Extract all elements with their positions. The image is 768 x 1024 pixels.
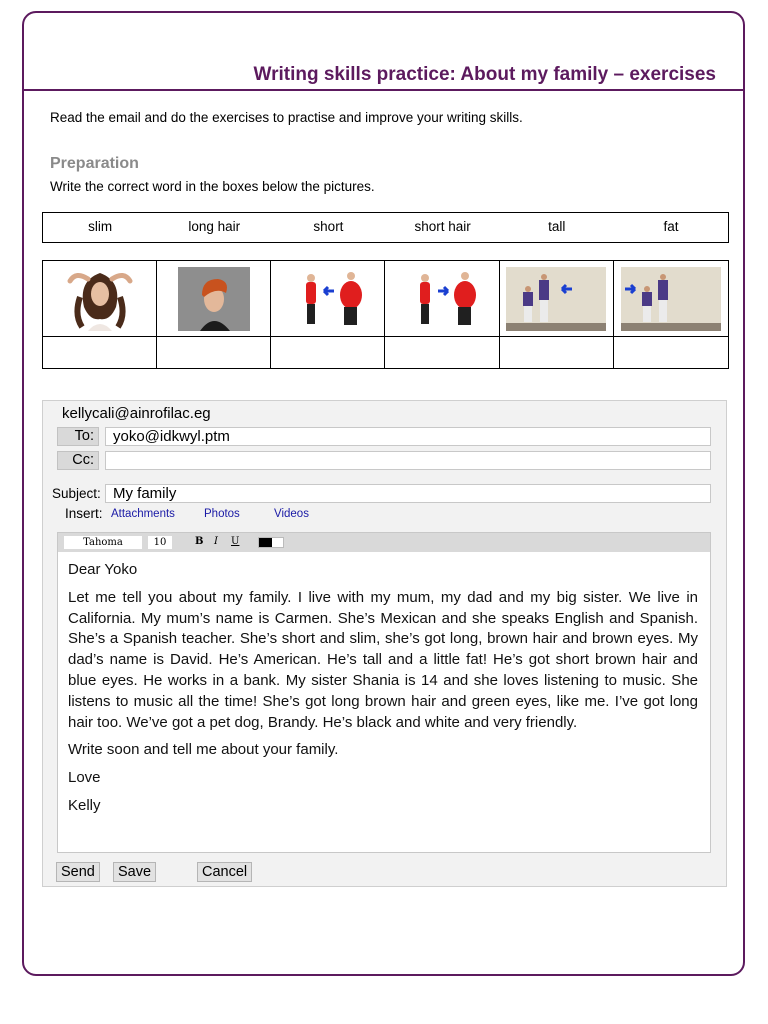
message-text [68, 560, 698, 824]
videos-link[interactable]: Videos [274, 508, 309, 520]
send-button[interactable]: Send [56, 862, 100, 882]
to-button[interactable]: To: [57, 427, 99, 446]
answer-box[interactable] [385, 337, 499, 368]
picture-cell [385, 261, 499, 337]
picture-cell [271, 261, 385, 337]
picture-matching-table [42, 260, 729, 369]
answer-box[interactable] [157, 337, 271, 368]
answer-box[interactable] [43, 337, 157, 368]
to-field[interactable]: yoko@idkwyl.ptm [105, 427, 711, 446]
email-composer [42, 400, 727, 887]
preparation-heading: Preparation [50, 155, 139, 172]
intro-text: Read the email and do the exercises to practise and improve your writing skills. [50, 110, 523, 125]
sender-address: kellycali@ainrofilac.eg [62, 405, 211, 422]
text-color-swatch [259, 538, 272, 547]
attachments-link[interactable]: Attachments [111, 508, 175, 520]
underline-button[interactable]: U [231, 536, 240, 547]
save-button[interactable]: Save [113, 862, 156, 882]
title-divider [22, 89, 745, 91]
cc-field[interactable] [105, 451, 711, 470]
bold-button[interactable]: B [195, 536, 204, 547]
font-size-select[interactable]: 10 [148, 536, 172, 549]
page-title: Writing skills practice: About my family – exercises [253, 64, 716, 85]
format-toolbar [58, 533, 710, 552]
subject-label: Subject: [52, 486, 101, 501]
answer-box[interactable] [271, 337, 385, 368]
italic-button[interactable]: I [214, 536, 218, 547]
message-closing: Write soon and tell me about your family. [68, 741, 339, 759]
word-bank-item: short hair [414, 219, 471, 234]
tall-man-picture [506, 267, 606, 331]
word-bank-item: slim [88, 219, 113, 234]
short-man-picture [278, 267, 378, 331]
preparation-instruction: Write the correct word in the boxes below the pictures. [50, 179, 375, 194]
picture-cell [157, 261, 271, 337]
message-sign-off: Love [68, 769, 101, 787]
text-color-picker[interactable] [258, 537, 284, 548]
answer-box[interactable] [500, 337, 614, 368]
message-signature: Kelly [68, 796, 101, 814]
tall-slim-man-picture [621, 267, 721, 331]
word-bank-item: short [313, 219, 344, 234]
subject-field[interactable]: My family [105, 484, 711, 503]
word-bank-item: long hair [188, 219, 241, 234]
answer-box[interactable] [614, 337, 728, 368]
photos-link[interactable]: Photos [204, 508, 240, 520]
picture-cell [614, 261, 728, 337]
cc-button[interactable]: Cc: [57, 451, 99, 470]
font-select[interactable]: Tahoma [64, 536, 142, 549]
woman-long-hair-picture [50, 267, 150, 331]
word-bank-item: fat [663, 219, 679, 234]
person-short-hair-picture [164, 267, 264, 331]
message-editor[interactable] [57, 532, 711, 853]
picture-cell [500, 261, 614, 337]
word-bank-item: tall [548, 219, 566, 234]
message-body: Let me tell you about my family. I live with my mum, my dad and my big sister. We live in California. My mum’s name is Carmen. She’s Mexican and she speaks English and Spanish. She’s a Spanish teacher. She’s short and slim, she’s got long, brown hair and brown eyes. My dad’s name is David. He’s American. He’s tall and a little fat! He’s got short brown hair and blue eyes. He works in a bank. My sister Shania is 14 and she loves listening to music. She listens to music all the time! She’s got long brown hair and green eyes, like me. I’ve got long hair too. We’ve got a pet dog, Brandy. He’s black and white and very friendly. [68, 588, 698, 731]
insert-label: Insert: [65, 506, 103, 521]
message-greeting: Dear Yoko [68, 561, 138, 578]
picture-cell [43, 261, 157, 337]
word-bank [42, 212, 729, 243]
cancel-button[interactable]: Cancel [197, 862, 252, 882]
fat-man-picture [392, 267, 492, 331]
